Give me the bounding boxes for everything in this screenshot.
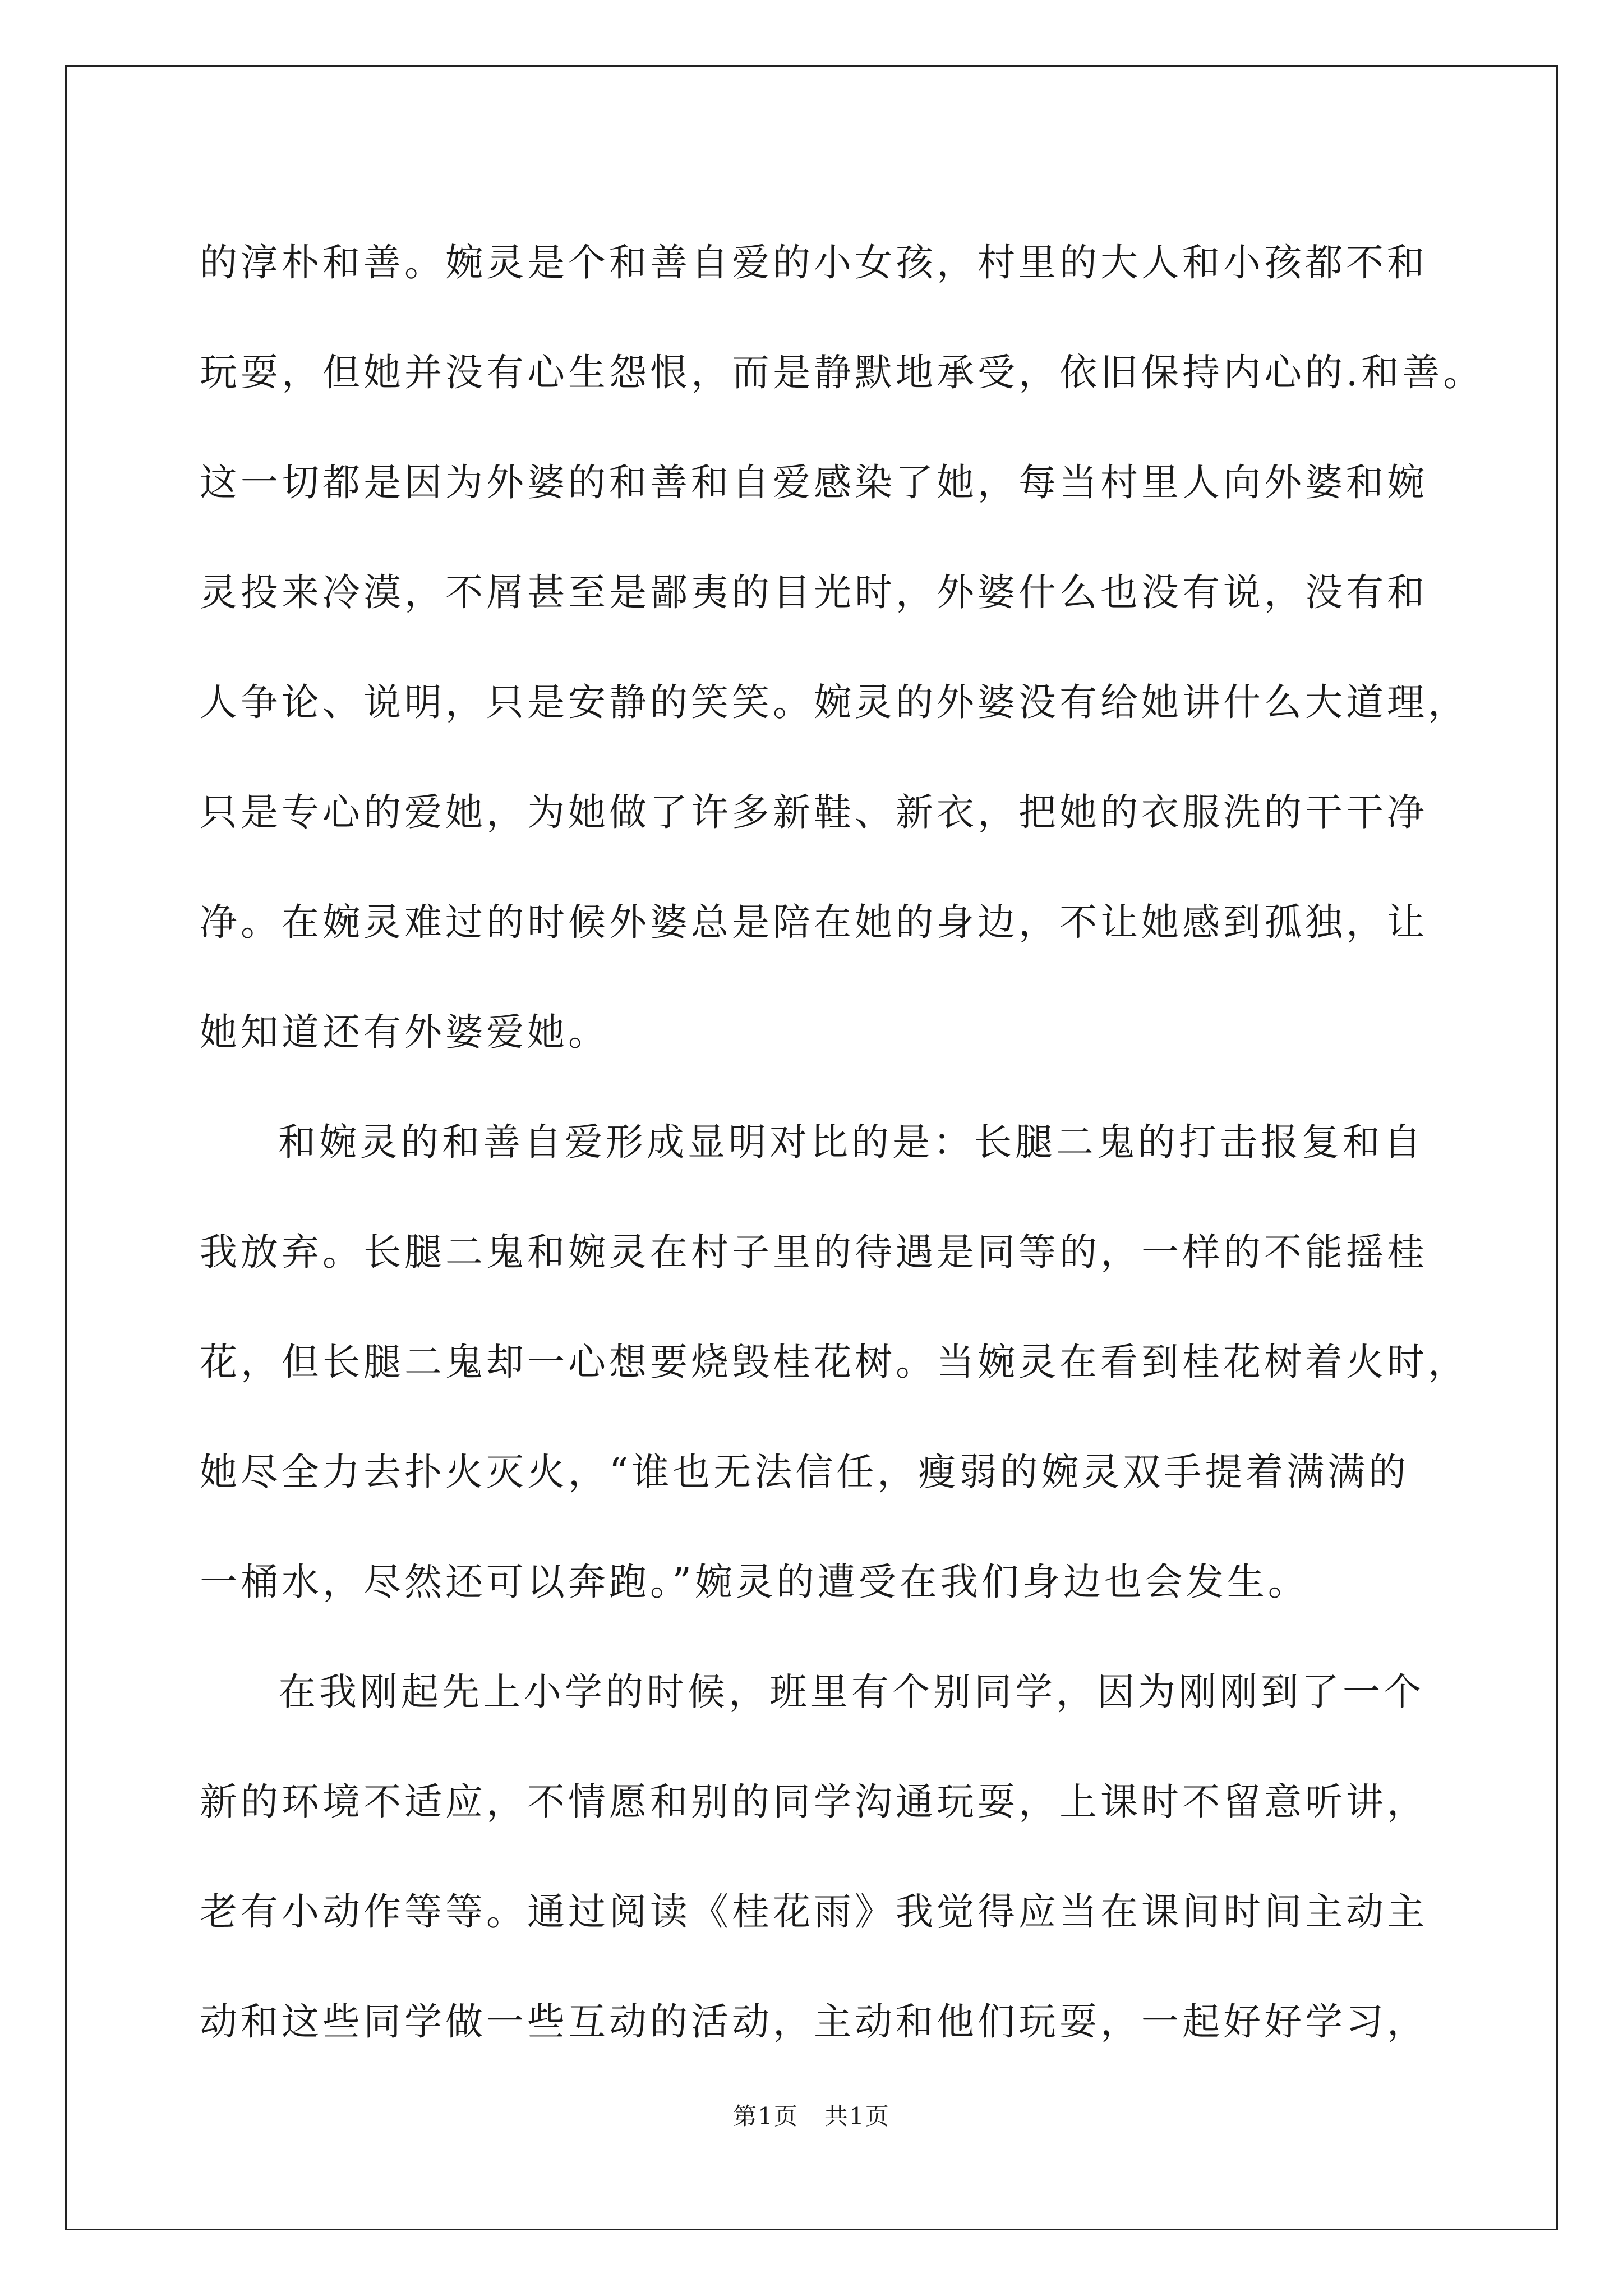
text-line: 我放弃。长腿二鬼和婉灵在村子里的待遇是同等的，一样的不能摇桂 bbox=[200, 1230, 1428, 1274]
text-line: 灵投来冷漠，不屑甚至是鄙夷的目光时，外婆什么也没有说，没有和 bbox=[200, 570, 1428, 614]
text-line: 新的环境不适应，不情愿和别的同学沟通玩耍，上课时不留意听讲， bbox=[200, 1780, 1428, 1824]
text-line: 只是专心的爱她，为她做了许多新鞋、新衣，把她的衣服洗的干干净 bbox=[200, 790, 1428, 834]
text-line: 她知道还有外婆爱她。 bbox=[200, 1010, 609, 1054]
text-line: 净。在婉灵难过的时候外婆总是陪在她的身边，不让她感到孤独，让 bbox=[200, 900, 1428, 944]
page-number-footer: 第1页 共1页 bbox=[733, 2102, 890, 2130]
body-text bbox=[200, 208, 1490, 2077]
text-line: 人争论、说明，只是安静的笑笑。婉灵的外婆没有给她讲什么大道理， bbox=[200, 680, 1469, 724]
text-line: 花，但长腿二鬼却一心想要烧毁桂花树。当婉灵在看到桂花树着火时， bbox=[200, 1340, 1469, 1384]
text-line: 她尽全力去扑火灭火，“谁也无法信任，瘦弱的婉灵双手提着满满的 bbox=[200, 1450, 1410, 1494]
text-line: 玩耍，但她并没有心生怨恨，而是静默地承受，依旧保持内心的.和善。 bbox=[200, 351, 1484, 394]
paragraph-first-line: 在我刚起先上小学的时候，班里有个别同学，因为刚刚到了一个 bbox=[278, 1670, 1424, 1714]
text-line: 的淳朴和善。婉灵是个和善自爱的小女孩，村里的大人和小孩都不和 bbox=[200, 241, 1428, 284]
text-line: 动和这些同学做一些互动的活动，主动和他们玩耍，一起好好学习， bbox=[200, 2000, 1428, 2044]
text-line: 老有小动作等等。通过阅读《桂花雨》我觉得应当在课间时间主动主 bbox=[200, 1890, 1428, 1934]
paragraph-first-line: 和婉灵的和善自爱形成显明对比的是：长腿二鬼的打击报复和自 bbox=[278, 1120, 1424, 1164]
text-line: 一桶水，尽然还可以奔跑。”婉灵的遭受在我们身边也会发生。 bbox=[200, 1560, 1309, 1604]
text-line: 这一切都是因为外婆的和善和自爱感染了她，每当村里人向外婆和婉 bbox=[200, 461, 1428, 504]
